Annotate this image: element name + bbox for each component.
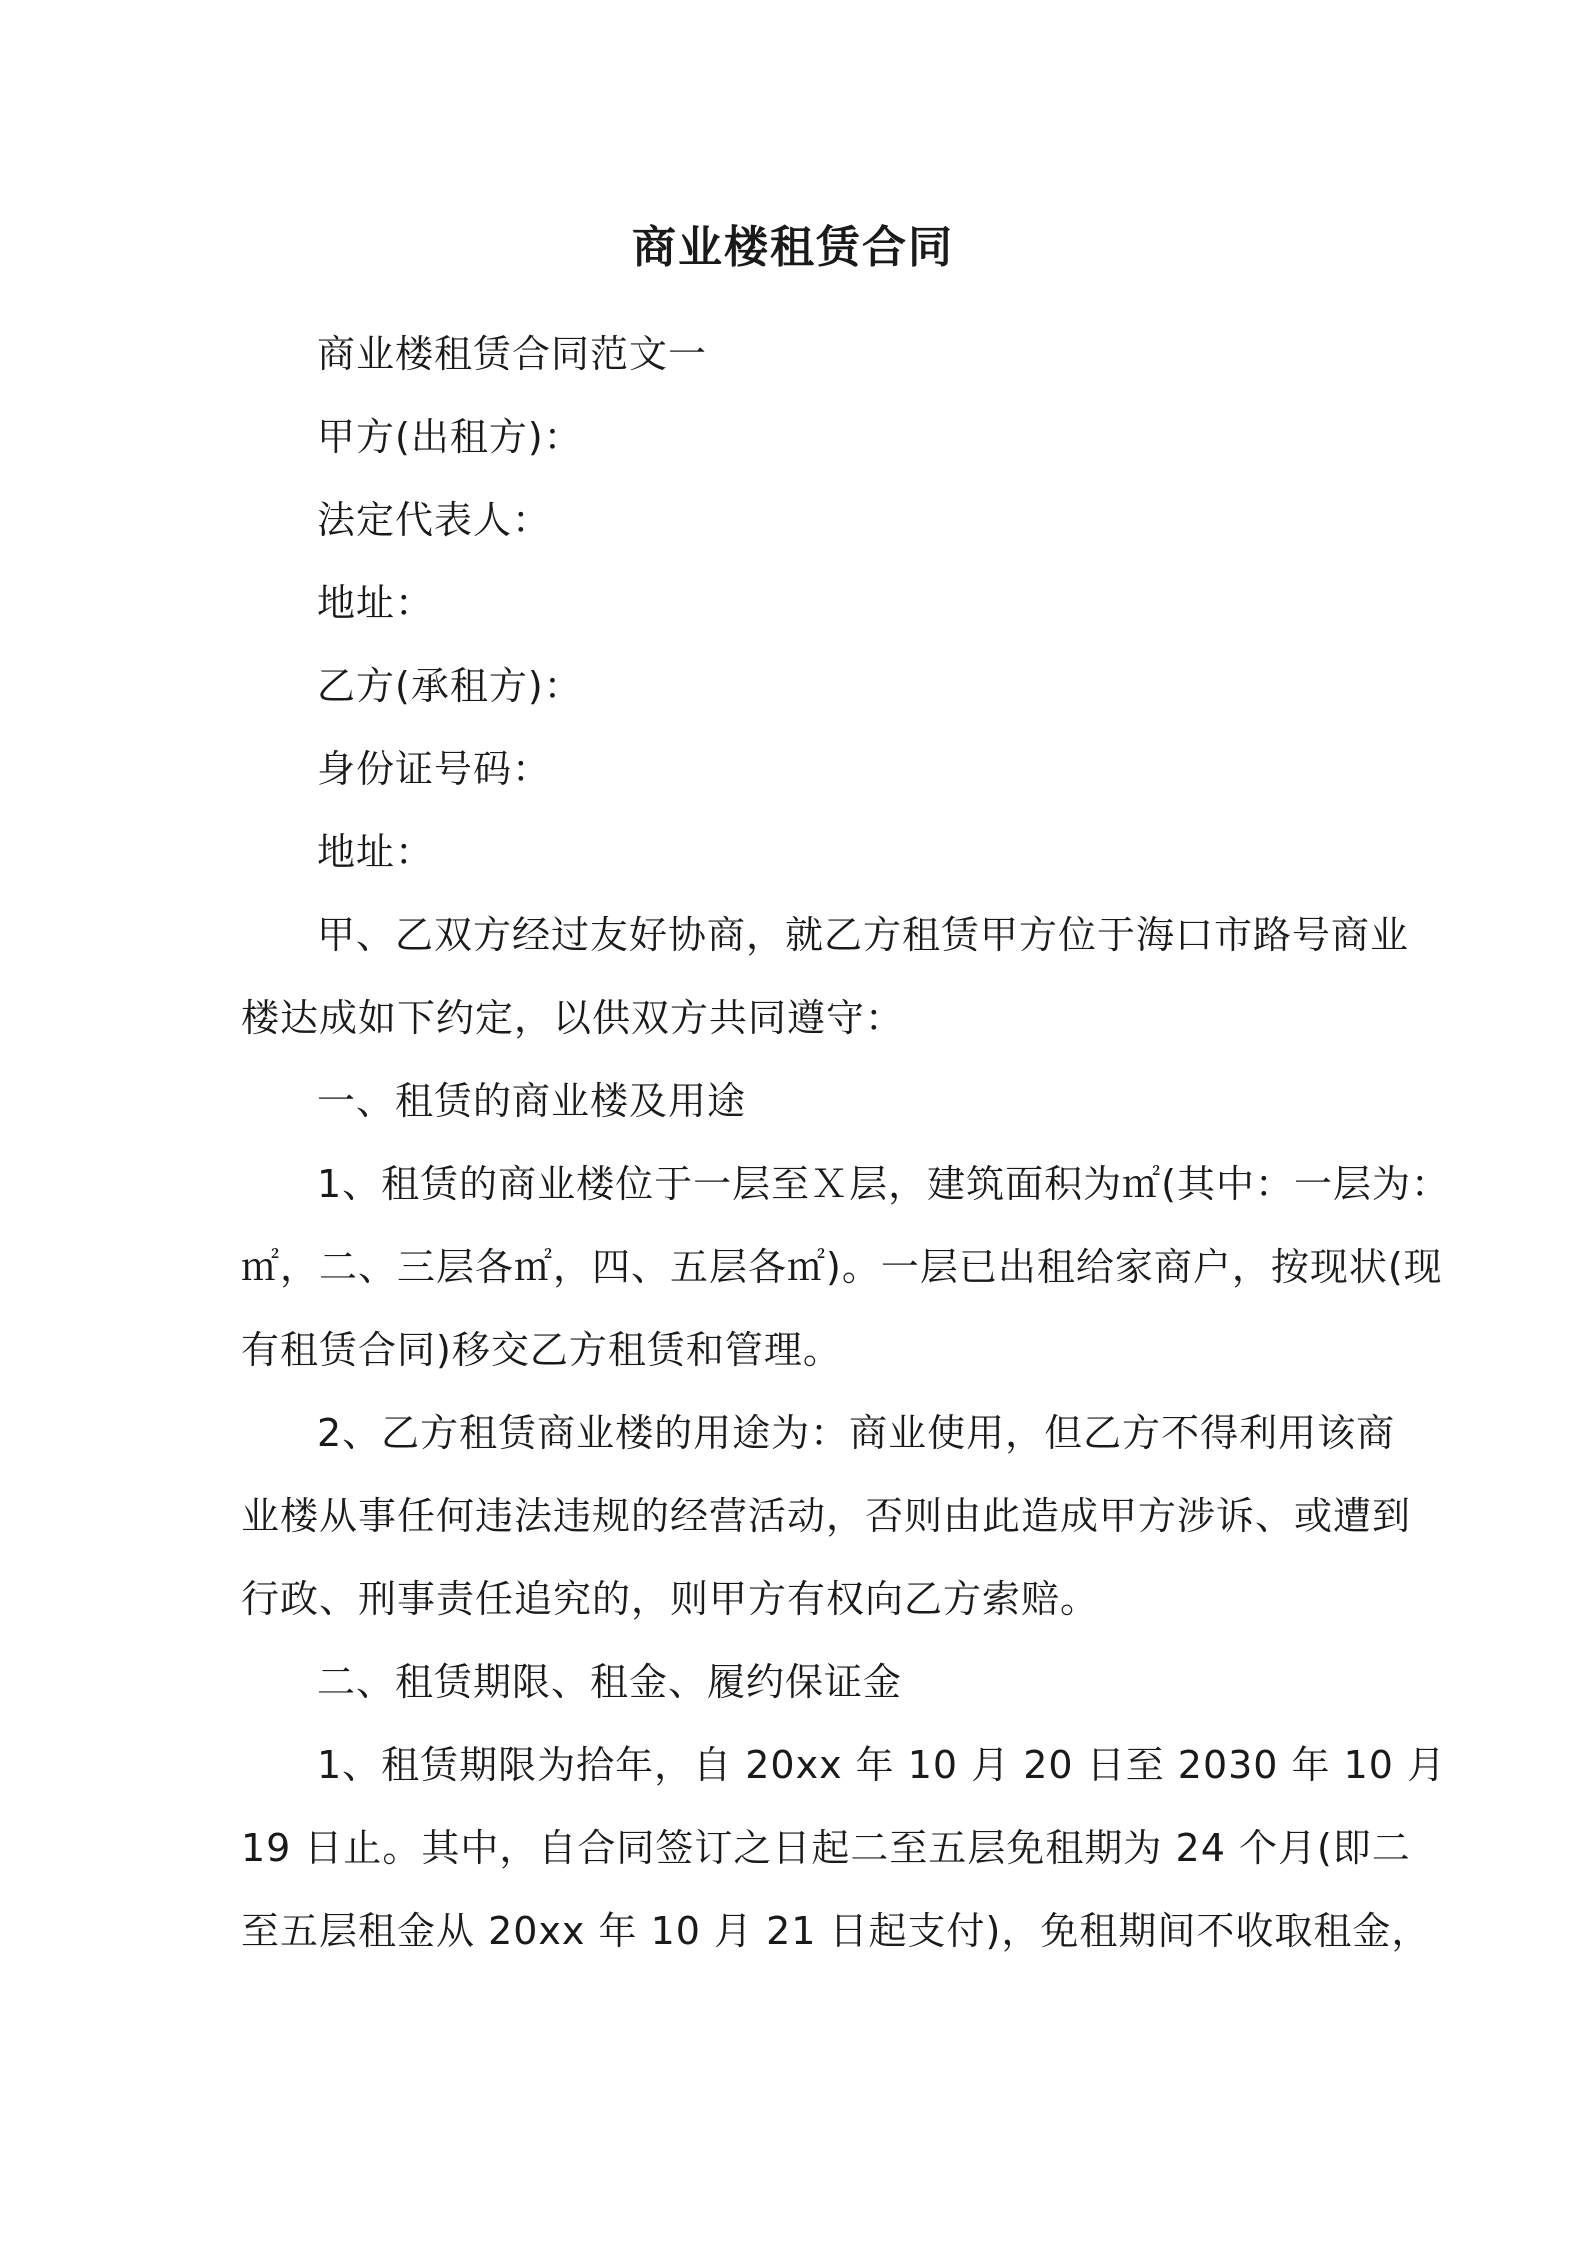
- id-number-label: 身份证号码：: [317, 747, 552, 791]
- paragraph-line: 甲、乙双方经过友好协商，就乙方租赁甲方位于海口市路号商业: [317, 913, 1410, 957]
- paragraph-line: ㎡，二、三层各㎡，四、五层各㎡)。一层已出租给家商户，按现状(现: [241, 1245, 1443, 1289]
- paragraph-line: 19 日止。其中，自合同签订之日起二至五层免租期为 24 个月(即二: [241, 1826, 1411, 1870]
- legal-representative-label: 法定代表人：: [317, 498, 552, 542]
- paragraph-line: 有租赁合同)移交乙方租赁和管理。: [241, 1328, 842, 1372]
- paragraph-line: 1、租赁的商业楼位于一层至Ｘ层，建筑面积为㎡(其中：一层为：: [317, 1162, 1451, 1206]
- party-a-address-label: 地址：: [317, 581, 435, 625]
- paragraph-line: 1、租赁期限为拾年，自 20xx 年 10 月 20 日至 2030 年 10 月: [317, 1743, 1447, 1787]
- document-title: 商业楼租赁合同: [632, 222, 954, 273]
- party-b-label: 乙方(承租方)：: [317, 664, 583, 708]
- section-heading-2: 二、租赁期限、租金、履约保证金: [317, 1660, 903, 1704]
- paragraph-line: 2、乙方租赁商业楼的用途为：商业使用，但乙方不得利用该商: [317, 1411, 1396, 1455]
- paragraph-line: 业楼从事任何违法违规的经营活动，否则由此造成甲方涉诉、或遭到: [241, 1494, 1412, 1538]
- section-heading-1: 一、租赁的商业楼及用途: [317, 1079, 747, 1123]
- document-subtitle: 商业楼租赁合同范文一: [317, 332, 708, 376]
- paragraph-line: 至五层租金从 20xx 年 10 月 21 日起支付)，免租期间不收取租金，: [241, 1909, 1431, 1953]
- paragraph-line: 楼达成如下约定，以供双方共同遵守：: [241, 996, 905, 1040]
- party-a-label: 甲方(出租方)：: [317, 415, 583, 459]
- paragraph-line: 行政、刑事责任追究的，则甲方有权向乙方索赔。: [241, 1577, 1100, 1621]
- party-b-address-label: 地址：: [317, 830, 435, 874]
